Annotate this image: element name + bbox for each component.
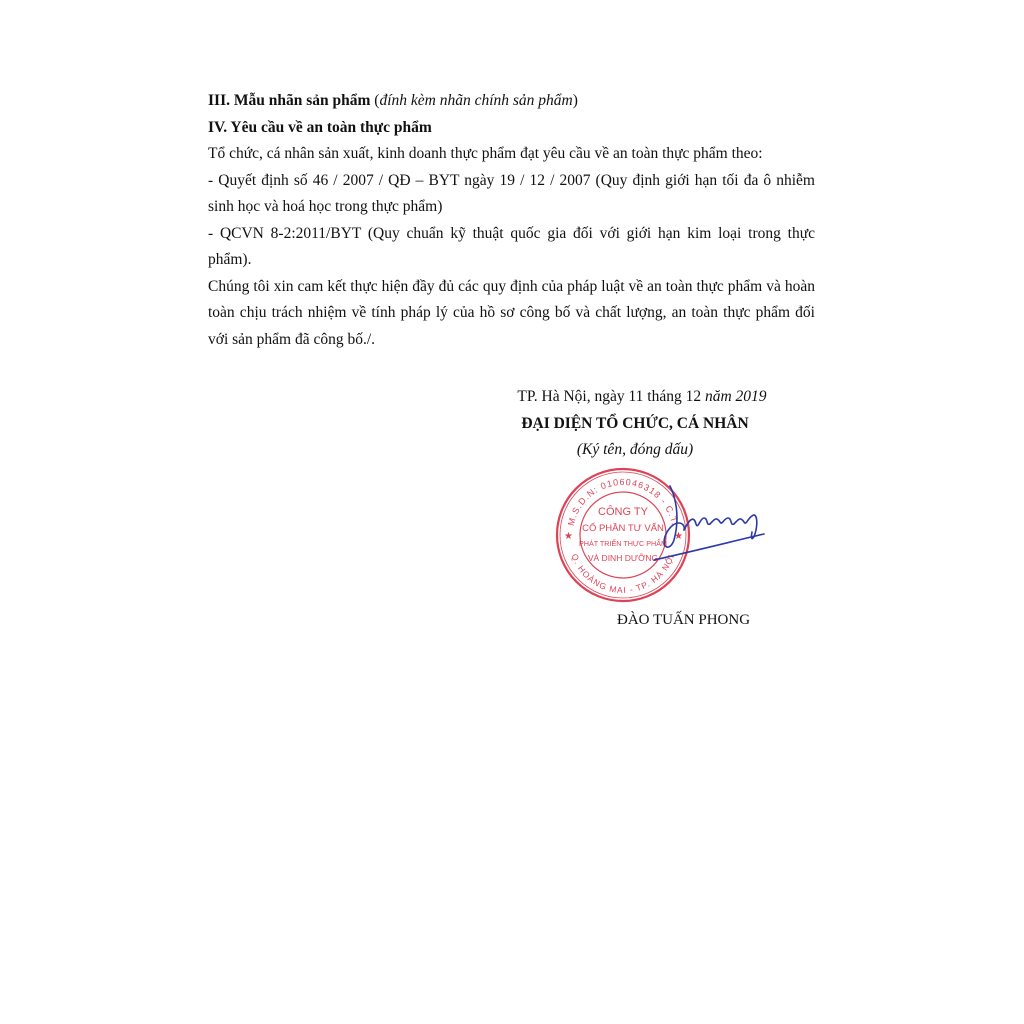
seal-star-right-icon: ★ <box>674 531 683 542</box>
section-4-heading: IV. Yêu cầu về an toàn thực phẩm <box>208 118 432 136</box>
seal-line-3: PHÁT TRIỂN THỰC PHẨM <box>578 539 668 548</box>
handwritten-signature <box>640 478 770 568</box>
seal-star-left-icon: ★ <box>564 531 573 542</box>
section-3-heading: III. Mẫu nhãn sản phẩm <box>208 92 371 109</box>
seal-ring-top-text: M.S.D.N: 0106046318 - C.T. <box>565 476 681 527</box>
regulation-1-line-2: sinh học và hoá học trong thực phẩm) <box>208 198 443 215</box>
regulation-1-line-1: - Quyết định số 46 / 2007 / QĐ – BYT ngày 19 / 12 / 2007 (Quy định giới hạn tối đa ô nhiễm <box>208 171 815 189</box>
seal-line-4: VÀ DINH DƯỠNG <box>587 553 659 563</box>
signing-year: năm 2019 <box>704 388 767 405</box>
commitment-line-3: với sản phẩm đã công bố./. <box>208 330 376 348</box>
seal-line-2: CỔ PHẦN TƯ VẤN <box>582 523 664 534</box>
signature-stroke-icon <box>640 478 770 568</box>
section-3-paren-close: ) <box>572 92 578 109</box>
regulation-2-line-2: phẩm). <box>208 251 252 268</box>
section-3-line <box>208 88 815 115</box>
section-3-paren-open: ( <box>370 92 380 109</box>
place-date-text: TP. Hà Nội, ngày 11 tháng 12 <box>517 388 705 405</box>
commitment-line-1: Chúng tôi xin cam kết thực hiện đầy đủ các quy định của pháp luật về an toàn thực phẩm và hoàn <box>208 277 815 295</box>
sign-instruction: (Ký tên, đóng dấu) <box>576 441 694 458</box>
signature-block <box>470 384 800 464</box>
seal-line-1: CÔNG TY <box>598 506 648 518</box>
section-3-note: đính kèm nhãn chính sản phẩm <box>379 92 573 109</box>
regulation-2-line-1: - QCVN 8-2:2011/BYT (Quy chuẩn kỹ thuật quốc gia đối với giới hạn kim loại trong thực <box>208 224 815 242</box>
section-4-intro: Tổ chức, cá nhân sản xuất, kinh doanh thực phẩm đạt yêu cầu về an toàn thực phẩm theo: <box>208 145 763 162</box>
seal-ring-bottom-text: Q. HOÀNG MAI - TP. HÀ NỘI <box>569 552 677 596</box>
commitment-line-2: toàn chịu trách nhiệm về tính pháp lý của hồ sơ công bố và chất lượng, an toàn thực phẩm đối <box>208 304 815 321</box>
representative-title: ĐẠI DIỆN TỔ CHỨC, CÁ NHÂN <box>521 414 749 432</box>
signer-name: ĐÀO TUẤN PHONG <box>617 612 751 628</box>
document-body <box>208 88 815 353</box>
place-date <box>484 384 800 411</box>
